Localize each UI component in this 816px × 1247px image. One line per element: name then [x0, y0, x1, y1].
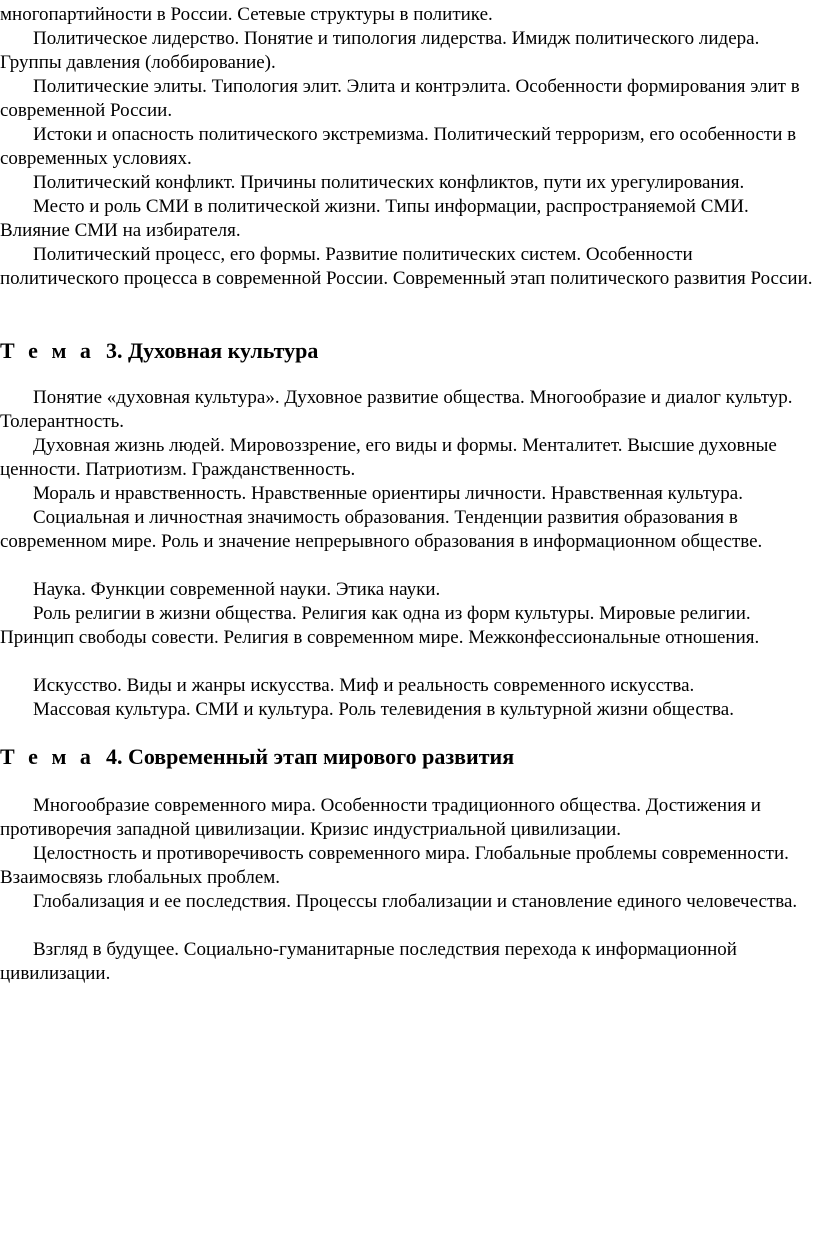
paragraph: Политический процесс, его формы. Развитие политических систем. Особенности политического процесса в современной России. Современный этап политического развития России.: [0, 244, 813, 289]
paragraph: Роль религии в жизни общества. Религия как одна из форм культуры. Мировые религии. Принцип свободы совести. Религия в современном мире. Межконфессиональные отношения.: [0, 603, 760, 648]
paragraph: Истоки и опасность политического экстремизма. Политический терроризм, его особенности в современных условиях.: [0, 124, 797, 169]
theme-prefix: Т е м а: [0, 744, 95, 769]
paragraph: Духовная жизнь людей. Мировоззрение, его виды и формы. Менталитет. Высшие духовные ценности. Патриотизм. Гражданственность.: [0, 435, 777, 480]
paragraph: Наука. Функции современной науки. Этика науки.: [33, 579, 441, 600]
paragraph: Место и роль СМИ в политической жизни. Типы информации, распространяемой СМИ. Влияние СМИ на избирателя.: [0, 196, 749, 241]
paragraph: Политическое лидерство. Понятие и типология лидерства. Имидж политического лидера. Группы давления (лоббирование).: [0, 28, 760, 73]
theme-title: 3. Духовная культура: [105, 338, 319, 363]
paragraph: Социальная и личностная значимость образования. Тенденции развития образования в современном мире. Роль и значение непрерывного образования в информационном обществе.: [0, 507, 763, 552]
paragraph: Глобализация и ее последствия. Процессы глобализации и становление единого человечества.: [33, 891, 798, 912]
paragraph: Политические элиты. Типология элит. Элита и контрэлита. Особенности формирования элит в современной России.: [0, 76, 800, 121]
paragraph: Искусство. Виды и жанры искусства. Миф и реальность современного искусства.: [33, 675, 695, 696]
paragraph: Многообразие современного мира. Особенности традиционного общества. Достижения и противоречия западной цивилизации. Кризис индустриальной цивилизации.: [0, 795, 761, 840]
section-heading-theme-3: [0, 338, 318, 364]
paragraph: Массовая культура. СМИ и культура. Роль телевидения в культурной жизни общества.: [33, 699, 734, 720]
paragraph: Мораль и нравственность. Нравственные ориентиры личности. Нравственная культура.: [33, 483, 743, 504]
theme-prefix: Т е м а: [0, 338, 95, 363]
paragraph: Политический конфликт. Причины политических конфликтов, пути их урегулирования.: [33, 172, 745, 193]
paragraph: Целостность и противоречивость современного мира. Глобальные проблемы современности. Взаимосвязь глобальных проблем.: [0, 843, 789, 888]
paragraph: многопартийности в России. Сетевые структуры в политике.: [0, 4, 493, 25]
section-heading-theme-4: [0, 744, 514, 770]
paragraph: Взгляд в будущее. Социально-гуманитарные последствия перехода к информационной цивилизации.: [0, 939, 737, 984]
paragraph: Понятие «духовная культура». Духовное развитие общества. Многообразие и диалог культур. Толерантность.: [0, 387, 793, 432]
theme-title: 4. Современный этап мирового развития: [105, 744, 515, 769]
